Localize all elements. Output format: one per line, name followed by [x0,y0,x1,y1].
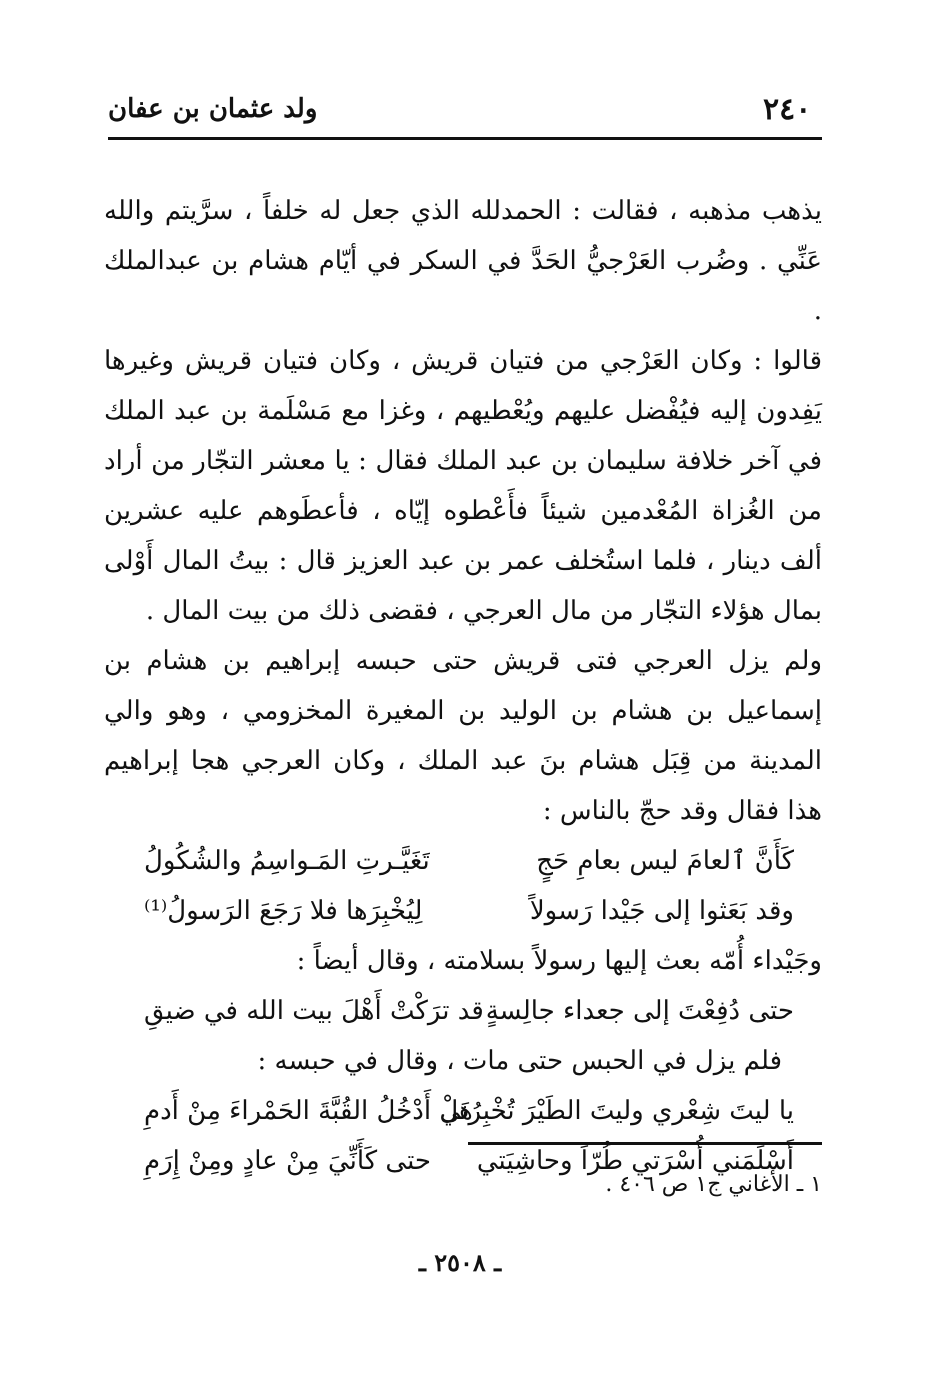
verse-line [104,886,822,936]
verse-second-hemistich: لِيُخْبِرَها فلا رَجَعَ الرَسولُ⁽¹⁾ [144,896,423,926]
folio-number: ـ ٢٥٠٨ ـ [418,1248,502,1277]
paragraph: وجَيْداء أُمّه بعث إليها رسولاً بسلامته ، وقال أيضاً : [296,946,822,976]
paragraph: يذهب مذهبه ، فقالت : الحمدلله الذي جعل له خلفاً ، سرَّيتم والله عَنِّي . وضُرب العَرْجيُّ الحَدَّ في السكر في أيّام هشام بن عبدالملك . [104,196,822,326]
verse-first-hemistich: حتى دُفِعْتَ إلى جعداء جالِسةٍ [485,996,794,1026]
footnote-divider [468,1142,822,1145]
header-divider [108,137,822,140]
verse-first-hemistich: كَأَنَّ ٱلعامَ ليس بعامِ حَجٍ [536,846,794,876]
verse-second-hemistich: تَغَيَّـرتِ المَـواسِمُ والشُكُولُ [144,846,430,876]
running-title: ولد عثمان بن عفان [108,94,318,124]
page-number: ٢٤٠ [763,92,812,127]
paragraph: ولم يزل العرجي فتى قريش حتى حبسه إبراهيم بن هشام بن إسماعيل بن هشام بن الوليد بن المغيرة المخزومي ، وهو والي المدينة من قِبَل هشام بنَ عبد الملك ، وكان العرجي هجا إبراهيم هذا فقال وقد حجّ بالناس : [104,646,822,826]
paragraph: قالوا : وكان العَرْجي من فتيان قريش ، وكان فتيان قريش وغيرها يَفِدون إليه فيُفْضل عليهم ويُعْطيهم ، وغزا مع مَسْلَمة بن عبد الملك في آخر خلافة سليمان بن عبد الملك فقال : يا معشر التجّار من أراد من الغُزاة المُعْدمين شيئاً فأَعْطوه إيّاه ، فأعطَوهم عليه عشرين ألف دينار ، فلما استُخلف عمر بن عبد العزيز قال : بيتُ المال أَوْلى بمال هؤلاء التجّار من مال العرجي ، فقضى ذلك من بيت المال . [104,346,822,626]
verse-first-hemistich: أَسْلَمَني أُسْرَتي طُرّاً وحاشِيَتي [476,1146,794,1176]
verse-second-hemistich: حتى كَأَنِّيَ مِنْ عادٍ ومِنْ إِرَمِ [144,1146,432,1176]
verse-line [104,986,822,1036]
paragraph [104,1036,822,1086]
verse-line [104,836,822,886]
paragraph-text: فلم يزل في الحبس حتى مات ، وقال في حبسه : [257,1046,782,1076]
verse-first-hemistich: وقد بَعَثوا إلى جَيْدا رَسولاً [529,896,794,926]
footnote: ١ ـ الأغاني ج١ ص ٤٠٦ . [605,1172,822,1197]
main-text [104,186,822,1186]
verse-line [104,1086,822,1136]
verse-second-hemistich: قد ترَكْتْ أَهْلَ بيت الله في ضيقِ [144,996,484,1026]
verse-second-hemistich: هَلْ أَدْخُلُ القُبَّةَ الحَمْراءَ مِنْ أَدمِ [144,1096,473,1126]
page-header [108,84,822,138]
verse-first-hemistich: يا ليتَ شِعْري وليتَ الطَيْرَ تُخْبِرُني [439,1096,794,1126]
